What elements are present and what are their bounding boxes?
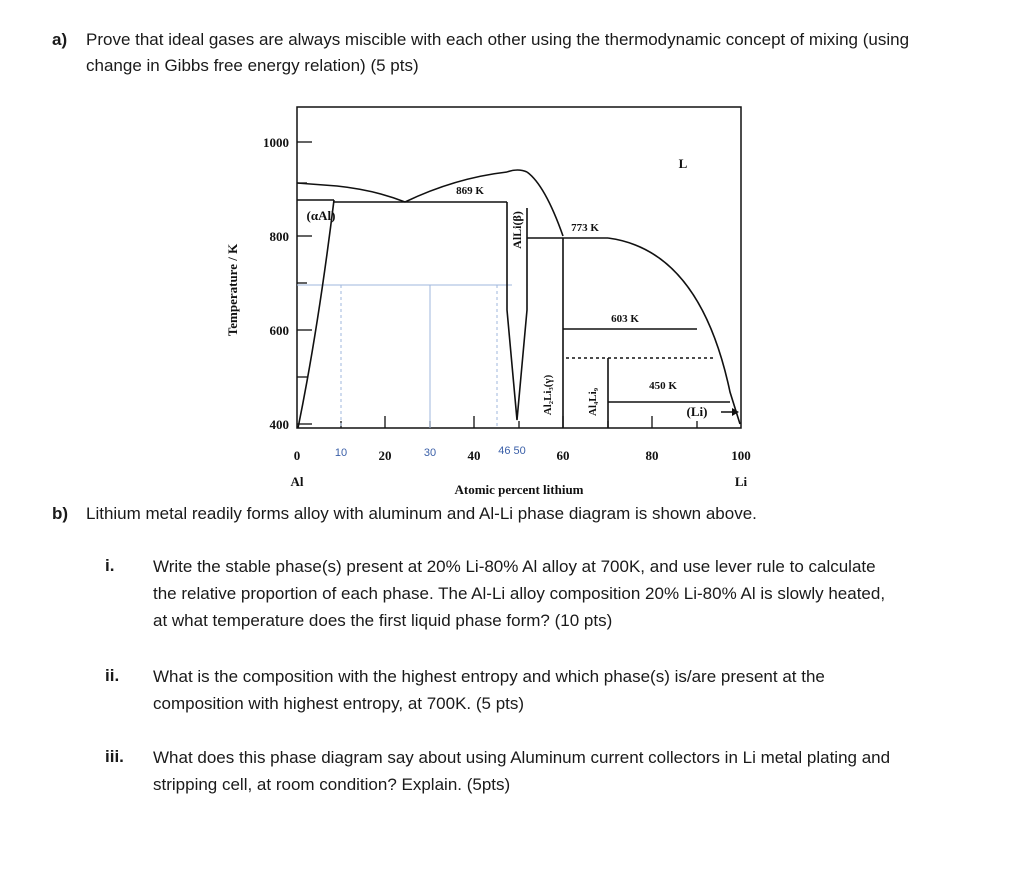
phase-label-liquid: L [678, 156, 688, 171]
x-tick-label: 40 [467, 448, 481, 463]
question-b-label: b) [52, 504, 69, 523]
added-tick-label: 10 [334, 447, 348, 459]
guide-lines [297, 285, 512, 428]
phase-label-al4li9: Al₄Li₉ [587, 388, 599, 416]
subquestion-label: i. [105, 556, 115, 575]
question-a-text: Prove that ideal gases are always miscible with each other using the thermodynamic concept of mixing (using change in Gibbs free energy relation) (5 pts) [86, 30, 910, 75]
temp-label-450: 450 K [649, 380, 677, 392]
temp-label-603: 603 K [611, 313, 639, 325]
temp-label-869: 869 K [456, 185, 484, 197]
al-li-phase-diagram [215, 100, 775, 505]
subquestion-text: What is the composition with the highest entropy and which phase(s) is/are present at the composition with highest entropy, at 700K. (5 pts) [153, 667, 825, 713]
x-tick-label: 100 [731, 448, 751, 463]
x-tick-label: 20 [378, 448, 392, 463]
question-a-label: a) [52, 30, 68, 49]
phase-label-alpha-al: (αAl) [306, 208, 336, 223]
subquestion-label: iii. [105, 747, 124, 766]
y-tick-label: 800 [269, 229, 289, 244]
temp-label-773: 773 K [571, 222, 599, 234]
x-tick-label: 60 [556, 448, 570, 463]
phase-label-alli: AlLi(β) [510, 211, 524, 249]
x-right-label: Li [734, 474, 748, 489]
subquestion-label: ii. [105, 666, 120, 685]
y-tick-label: 600 [269, 323, 289, 338]
phase-label-al2li3: Al₂Li₃(γ) [542, 374, 554, 416]
added-tick-label: 46 50 [498, 445, 526, 457]
x-left-label: Al [290, 474, 304, 489]
y-axis-title: Temperature / K [225, 243, 240, 337]
question-b-text: Lithium metal readily forms alloy with aluminum and Al-Li phase diagram is shown above. [86, 504, 757, 523]
y-tick-label: 1000 [263, 135, 289, 150]
x-tick-label: 80 [645, 448, 659, 463]
x-axis-title: Atomic percent lithium [454, 482, 584, 497]
phase-label-li: (Li) [686, 404, 708, 419]
added-tick-label: 30 [423, 447, 437, 459]
subquestion-text: What does this phase diagram say about using Aluminum current collectors in Li metal plating and stripping cell, at room condition? Explain. (5pts) [153, 748, 891, 794]
y-tick-label: 400 [269, 417, 289, 432]
x-tick-label: 0 [293, 448, 301, 463]
subquestion-text: Write the stable phase(s) present at 20% Li-80% Al alloy at 700K, and use lever rule to calculate the relative proportion of each phase. The Al-Li alloy composition 20% Li-80% Al is slowly heated, at what temperature does the first liquid phase form? (10 pts) [153, 557, 886, 630]
x-tick-marks [341, 416, 697, 428]
